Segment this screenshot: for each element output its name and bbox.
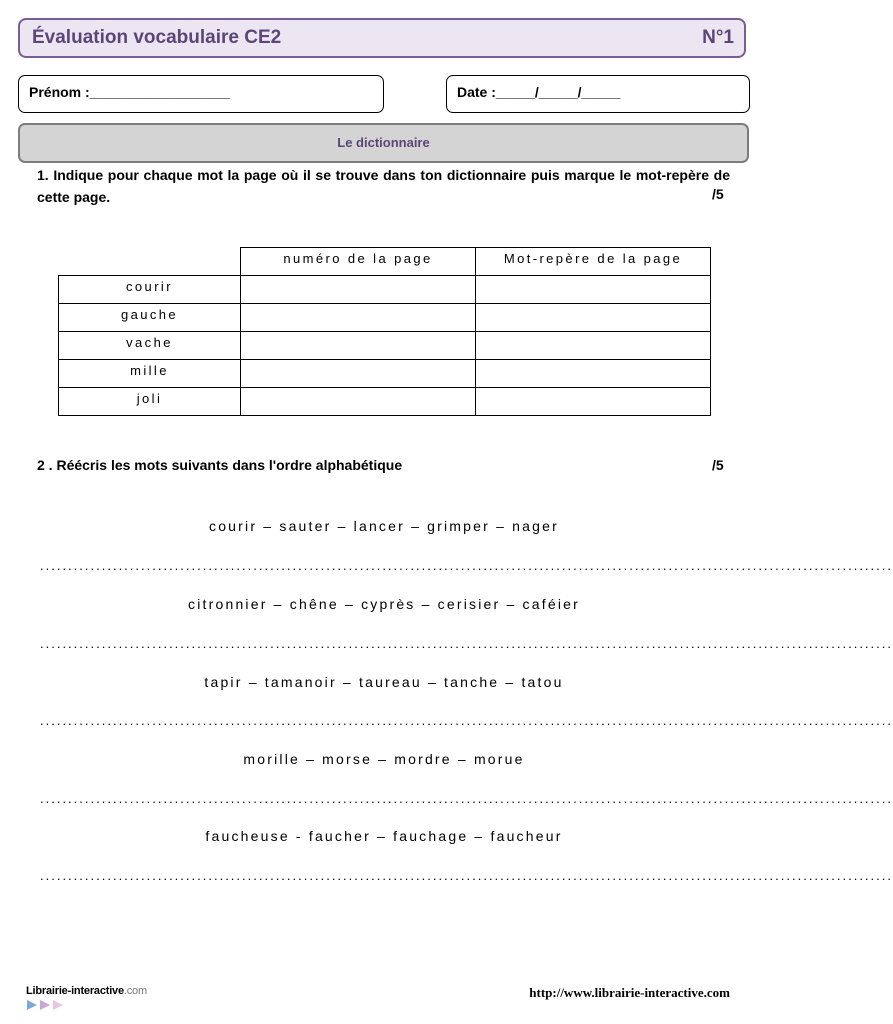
word-list-3: tapir – tamanoir – taureau – tanche – tatou — [204, 674, 564, 690]
page-number-cell[interactable] — [241, 276, 476, 304]
table-word: gauche — [59, 304, 241, 332]
table-row — [59, 276, 711, 304]
page-number-cell[interactable] — [241, 304, 476, 332]
arrows-icon — [26, 999, 147, 1011]
word-list-4: morille – morse – mordre – morue — [243, 751, 525, 767]
question-2-score: /5 — [712, 457, 724, 473]
answer-line-3[interactable]: ........................................................................................................................................................ — [40, 713, 893, 728]
word-list-5: faucheuse - faucher – fauchage – faucheur — [205, 828, 563, 844]
dictionary-table — [58, 247, 711, 416]
mot-repere-cell[interactable] — [476, 388, 711, 416]
librairie-logo — [26, 985, 147, 1011]
question-1-text: 1. Indique pour chaque mot la page où il se trouve dans ton dictionnaire puis marque le mot-repère de cette page. — [37, 167, 730, 205]
evaluation-number: N°1 — [702, 27, 734, 48]
word-list-1: courir – sauter – lancer – grimper – nager — [209, 518, 559, 534]
date-field[interactable]: Date :_____/_____/_____ — [446, 75, 750, 113]
page-number-cell[interactable] — [241, 332, 476, 360]
mot-repere-cell[interactable] — [476, 276, 711, 304]
answer-line-2[interactable]: ........................................................................................................................................................ — [40, 636, 893, 651]
answer-line-1[interactable]: ........................................................................................................................................................ — [40, 558, 893, 573]
table-word: joli — [59, 388, 241, 416]
mot-repere-cell[interactable] — [476, 360, 711, 388]
section-title: Le dictionnaire — [18, 123, 749, 163]
mot-repere-cell[interactable] — [476, 332, 711, 360]
website-link[interactable]: http://www.librairie-interactive.com — [529, 985, 730, 1000]
page-number-cell[interactable] — [241, 388, 476, 416]
logo-text: Librairie-interactive — [26, 985, 124, 997]
answer-line-5[interactable]: ........................................................................................................................................................ — [40, 868, 893, 883]
table-word: vache — [59, 332, 241, 360]
page-title: Évaluation vocabulaire CE2 — [32, 27, 282, 48]
logo-suffix: .com — [123, 985, 147, 997]
table-row — [59, 360, 711, 388]
table-header-empty — [59, 248, 241, 276]
word-list-2: citronnier – chêne – cyprès – cerisier – caféier — [188, 596, 580, 612]
table-row — [59, 388, 711, 416]
table-word: courir — [59, 276, 241, 304]
title-banner — [18, 18, 746, 58]
question-2-text: 2 . Réécris les mots suivants dans l'ordre alphabétique — [37, 457, 403, 473]
table-header-mot-repere: Mot-repère de la page — [476, 248, 711, 276]
page-number-cell[interactable] — [241, 360, 476, 388]
table-row — [59, 304, 711, 332]
question-1-score: /5 — [712, 186, 724, 202]
mot-repere-cell[interactable] — [476, 304, 711, 332]
answer-line-4[interactable]: ........................................................................................................................................................ — [40, 791, 893, 806]
prenom-field[interactable]: Prénom :__________________ — [18, 75, 384, 113]
table-header-page: numéro de la page — [241, 248, 476, 276]
table-word: mille — [59, 360, 241, 388]
table-row — [59, 332, 711, 360]
